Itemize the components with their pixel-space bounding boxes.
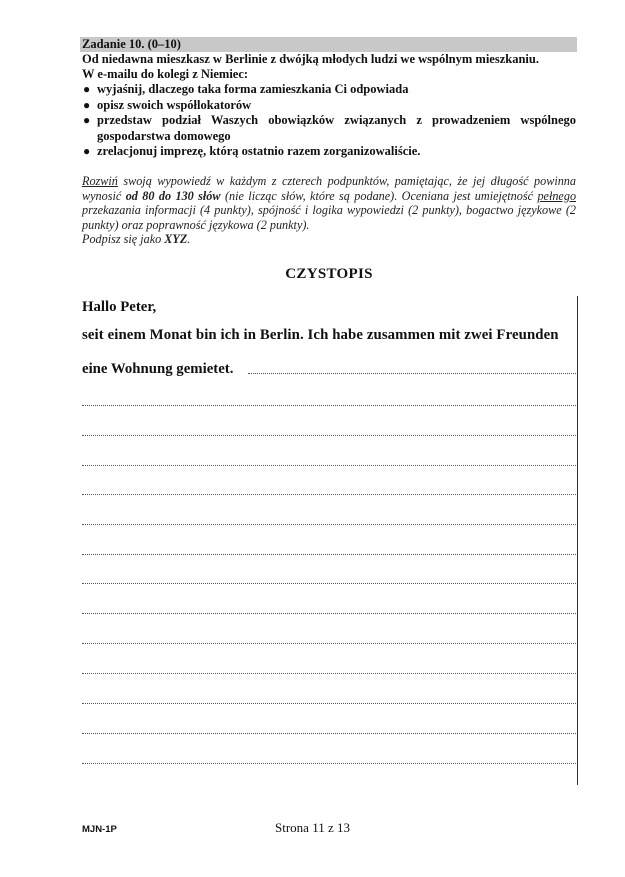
section-title: CZYSTOPIS	[285, 266, 373, 282]
task-header: Zadanie 10. (0–10)	[80, 37, 577, 52]
writing-line[interactable]	[248, 373, 576, 374]
bullet-item: ● zrelacjonuj imprezę, którą ostatnio razem zorganizowaliście.	[83, 144, 421, 158]
bullet-item: ● przedstaw podział Waszych obowiązków związanych z prowadzeniem wspólnego gospodarstwa domowego	[83, 113, 576, 143]
bullet-icon: ●	[83, 144, 91, 158]
writing-line[interactable]	[82, 494, 576, 495]
writing-line[interactable]	[82, 524, 576, 525]
bullet-icon: ●	[83, 97, 91, 112]
writing-line[interactable]	[82, 405, 576, 406]
page-number: Strona 11 z 13	[275, 820, 350, 835]
intro-line-2: W e-mailu do kolegi z Niemiec:	[82, 67, 249, 81]
bullet-item: ● wyjaśnij, dlaczego taka forma zamieszkania Ci odpowiada	[83, 82, 409, 96]
exam-code: MJN-1P	[82, 824, 117, 835]
instructions-paragraph: Rozwiń swoją wypowiedź w każdym z czterech podpunktów, pamiętając, że jej długość powinna wynosić od 80 do 130 słów (nie licząc słów, które są podane). Oceniana jest umiejętność pełnego przekazania informacji (4 punkty), spójność i logika wypowiedzi (2 punkty), bogactwo językowe (2 punkty) oraz poprawność językowa (2 punkty).	[82, 174, 577, 232]
writing-line[interactable]	[82, 673, 576, 674]
writing-line[interactable]	[82, 763, 576, 764]
answer-greeting: Hallo Peter,	[82, 299, 157, 315]
answer-line-2: seit einem Monat bin ich in Berlin. Ich habe zusammen mit zwei Freunden	[82, 327, 559, 343]
margin-line	[577, 296, 578, 785]
bullet-item: ● opisz swoich współlokatorów	[83, 97, 252, 112]
signature-instruction: Podpisz się jako XYZ.	[82, 232, 191, 246]
bullet-icon: ●	[83, 82, 91, 96]
task-intro	[82, 52, 576, 82]
bullet-icon: ●	[83, 113, 91, 127]
task-bullets	[82, 82, 576, 160]
intro-line-1: Od niedawna mieszkasz w Berlinie z dwójką młodych ludzi we wspólnym mieszkaniu.	[82, 52, 539, 66]
writing-line[interactable]	[82, 435, 576, 436]
writing-line[interactable]	[82, 613, 576, 614]
writing-line[interactable]	[82, 583, 576, 584]
instructions	[82, 174, 576, 247]
writing-line[interactable]	[82, 554, 576, 555]
writing-line[interactable]	[82, 703, 576, 704]
writing-line[interactable]	[82, 733, 576, 734]
writing-line[interactable]	[82, 465, 576, 466]
answer-line-3: eine Wohnung gemietet.	[82, 361, 234, 377]
writing-line[interactable]	[82, 643, 576, 644]
